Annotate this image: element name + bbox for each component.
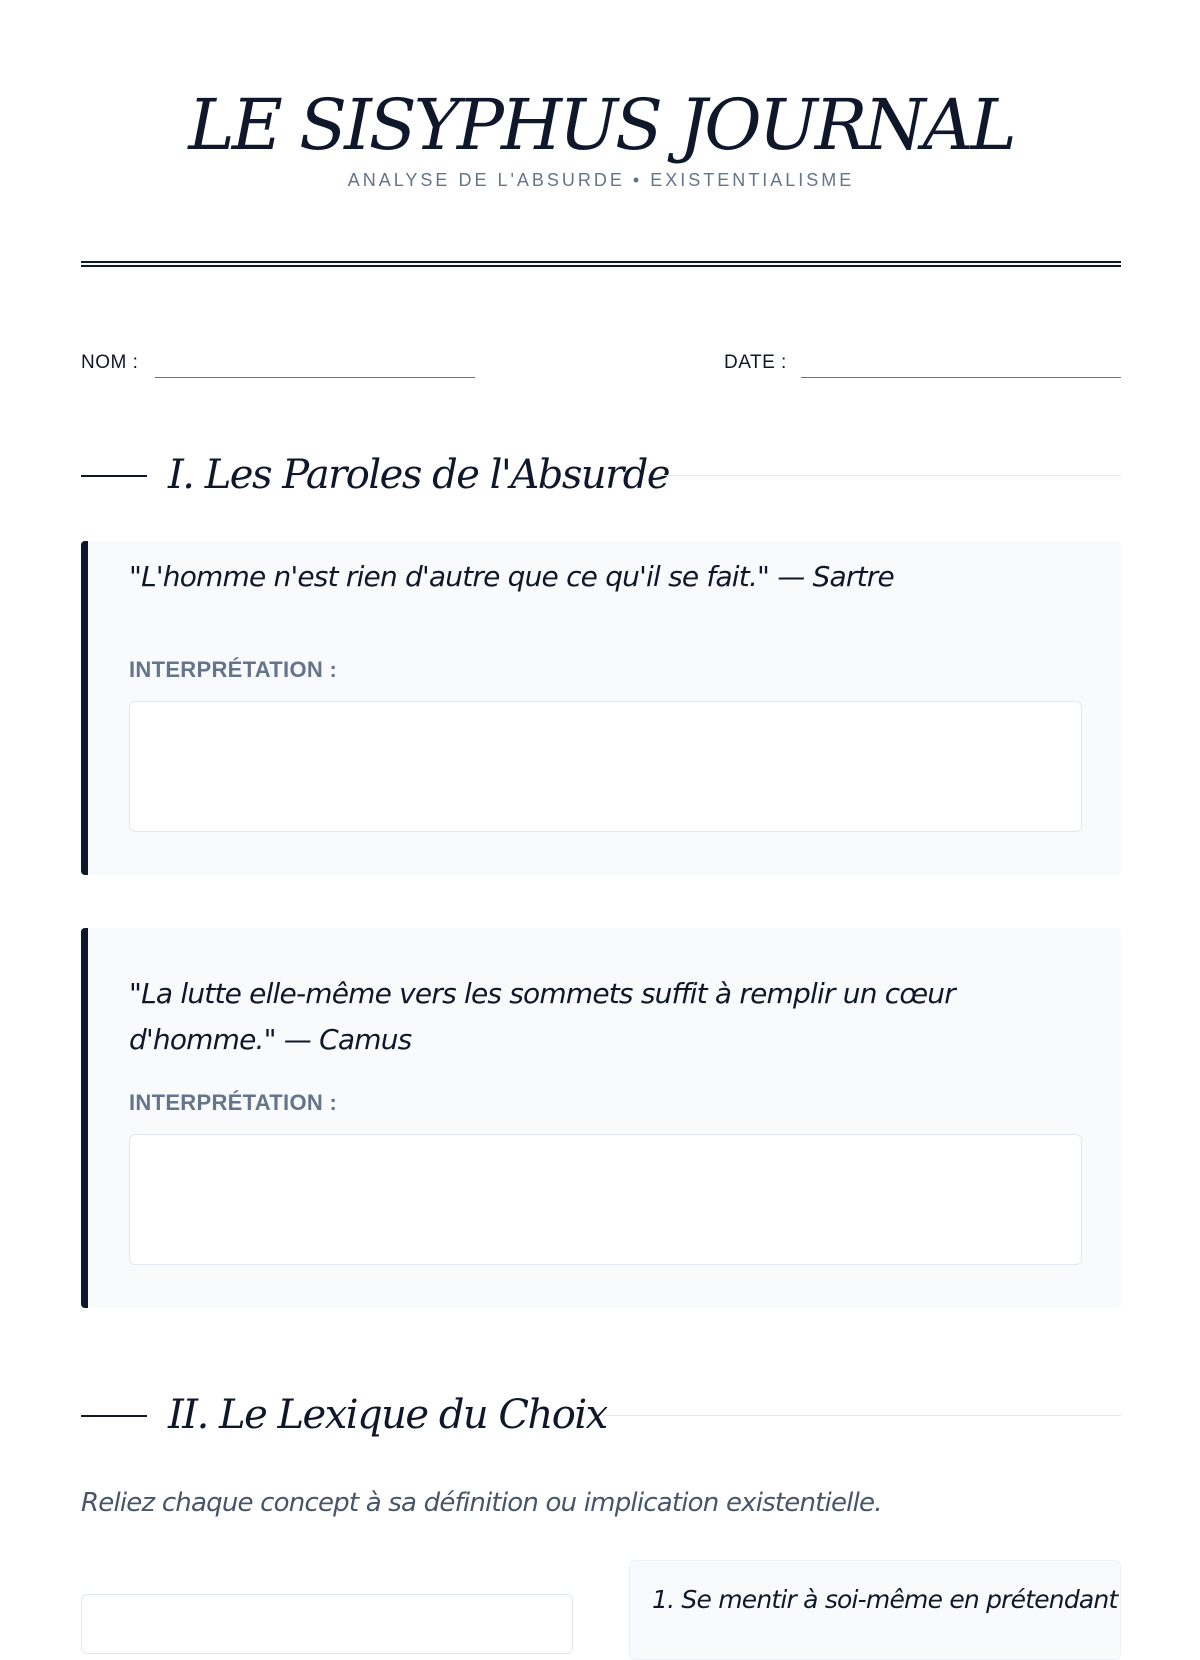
journal-subtitle: ANALYSE DE L'ABSURDE • EXISTENTIALISME bbox=[347, 170, 855, 190]
section-tail-rule bbox=[653, 475, 1121, 476]
masthead bbox=[81, 80, 1121, 190]
name-field[interactable] bbox=[155, 377, 475, 378]
section-title: I. Les Paroles de l'Absurde bbox=[168, 452, 670, 498]
worksheet-page bbox=[81, 0, 1121, 1614]
section-lead-rule bbox=[81, 475, 147, 477]
journal-title: LE SISYPHUS JOURNAL bbox=[188, 84, 1014, 166]
interpretation-answer-box[interactable] bbox=[129, 1134, 1082, 1265]
interpretation-label: INTERPRÉTATION : bbox=[129, 1090, 338, 1115]
interpretation-label: INTERPRÉTATION : bbox=[129, 657, 338, 682]
section-tail-rule bbox=[603, 1415, 1121, 1416]
masthead-double-rule bbox=[81, 261, 1121, 267]
concept-match-box[interactable] bbox=[81, 1594, 573, 1654]
section-title: II. Le Lexique du Choix bbox=[168, 1392, 607, 1438]
quote-text: "La lutte elle-même vers les sommets suffit à remplir un cœur d'homme." — Camus bbox=[129, 977, 955, 1056]
date-label: DATE : bbox=[724, 352, 787, 373]
section-header-lexicon bbox=[81, 1385, 1121, 1445]
interpretation-answer-box[interactable] bbox=[129, 701, 1082, 832]
name-label: NOM : bbox=[81, 352, 139, 373]
section-lead-rule bbox=[81, 1415, 147, 1417]
definition-card bbox=[629, 1560, 1121, 1660]
quote-text: "L'homme n'est rien d'autre que ce qu'il se fait." — Sartre bbox=[129, 560, 894, 593]
definition-text: 1. Se mentir à soi-même en prétendant bbox=[652, 1585, 1118, 1614]
quote-card bbox=[81, 541, 1121, 875]
matching-instructions: Reliez chaque concept à sa définition ou implication existentielle. bbox=[81, 1488, 882, 1518]
student-info-row bbox=[81, 350, 1121, 380]
date-field[interactable] bbox=[801, 377, 1121, 378]
quote-card bbox=[81, 928, 1121, 1308]
section-header-quotes bbox=[81, 445, 1121, 505]
